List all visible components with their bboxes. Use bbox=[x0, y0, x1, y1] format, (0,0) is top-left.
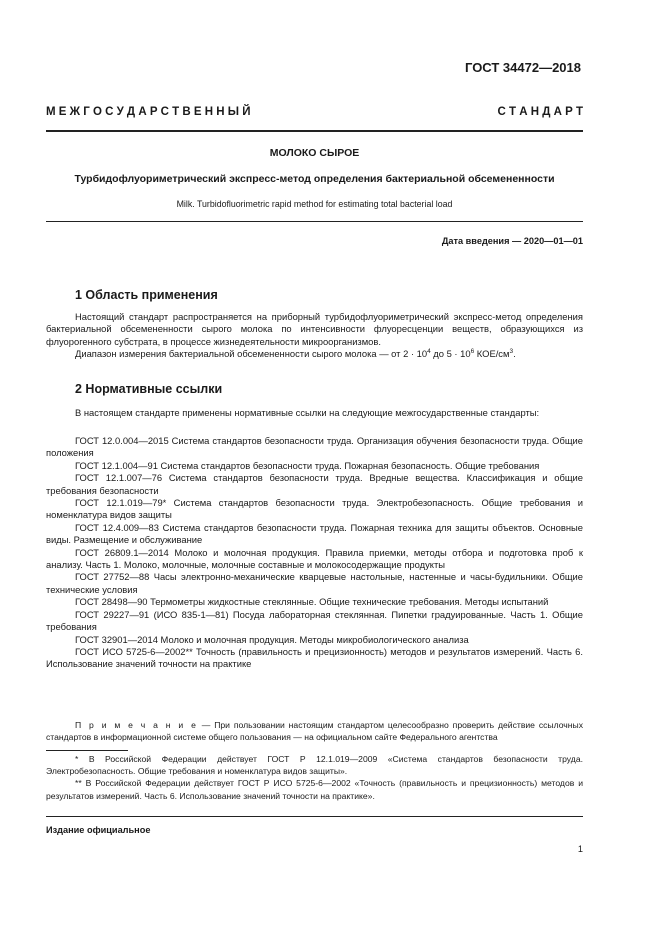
interstate-standard-banner bbox=[46, 106, 583, 118]
english-title: Milk. Turbidofluorimetric rapid method for estimating total bacterial load bbox=[176, 199, 453, 209]
reference-item: ГОСТ 27752—88 Часы электронно-механические кварцевые настольные, настенные и часы-будильники. Общие технические условия bbox=[46, 571, 583, 595]
title-divider bbox=[46, 221, 583, 222]
section-2-heading: 2 Нормативные ссылки bbox=[75, 382, 223, 396]
footnote-1: * В Российской Федерации действует ГОСТ Р 12.1.019—2009 «Система стандартов безопасности труда. Электробезопасность. Общие требования и номенклатура видов защиты». bbox=[46, 754, 583, 777]
reference-item: ГОСТ 12.1.004—91 Система стандартов безопасности труда. Пожарная безопасность. Общие требования bbox=[75, 459, 540, 471]
reference-item: ГОСТ 12.4.009—83 Система стандартов безопасности труда. Пожарная техника для защиты объектов. Основные виды. Размещение и обслуживание bbox=[46, 521, 583, 546]
reference-item: ГОСТ 32901—2014 Молоко и молочная продукция. Методы микробиологического анализа bbox=[75, 633, 469, 645]
banner-word-standard: С Т А Н Д А Р Т bbox=[497, 106, 583, 118]
banner-word-interstate: М Е Ж Г О С У Д А Р С Т В Е Н Н Ы Й bbox=[46, 106, 251, 118]
note-paragraph bbox=[46, 719, 583, 743]
normative-references-list bbox=[46, 435, 583, 671]
footnotes bbox=[46, 753, 583, 802]
section-1-heading: 1 Область применения bbox=[75, 288, 218, 302]
measurement-range-paragraph: Диапазон измерения бактериальной обсемененности сырого молока — от $2 \cdot 10^4$ до $5 \cdot 10^6$ КОЕ/$см^3$. bbox=[75, 348, 516, 360]
header-divider bbox=[46, 130, 583, 132]
reference-item: ГОСТ 12.0.004—2015 Система стандартов безопасности труда. Организация обучения безопасности труда. Общие положения bbox=[46, 435, 583, 459]
introduction-date: Дата введения — 2020—01—01 bbox=[441, 236, 583, 246]
section-1-body bbox=[46, 311, 583, 361]
reference-item: ГОСТ 12.1.007—76 Система стандартов безопасности труда. Вредные вещества. Классификация и общие требования безопасности bbox=[46, 472, 583, 496]
document-subtitle: Турбидофлуориметрический экспресс-метод определения бактериальной обсемененности bbox=[74, 173, 555, 185]
reference-item: ГОСТ 28498—90 Термометры жидкостные стеклянные. Общие технические требования. Методы испытаний bbox=[75, 596, 549, 608]
section-1-paragraph: Настоящий стандарт распространяется на приборный турбидофлуориметрический экспресс-метод определения бактериальной обсемененности сырого молока по интенсивности флуоресценции веществ, образующихся из флуорогенного субстрата, в процессе жизнедеятельности микроорганизмов. bbox=[46, 311, 583, 347]
reference-item: ГОСТ ИСО 5725-6—2002** Точность (правильность и прецизионность) методов и результатов измерений. Часть 6. Использование значений точности на практике bbox=[46, 645, 583, 670]
gost-code: ГОСТ 34472—2018 bbox=[465, 60, 581, 75]
reference-item: ГОСТ 12.1.019—79* Система стандартов безопасности труда. Электробезопасность. Общие требования и номенклатура видов защиты bbox=[46, 497, 583, 521]
note-label: П р и м е ч а н и е bbox=[75, 720, 198, 730]
section-2-intro: В настоящем стандарте применены нормативные ссылки на следующие межгосударственные стандарты: bbox=[75, 407, 540, 418]
reference-item: ГОСТ 26809.1—2014 Молоко и молочная продукция. Правила приемки, методы отбора и подготовка проб к анализу. Часть 1. Молоко, молочные, молочные составные и молокосодержащие продукты bbox=[46, 546, 583, 571]
official-edition-label: Издание официальное bbox=[46, 825, 151, 835]
page-number: 1 bbox=[577, 844, 583, 854]
document-title: МОЛОКО СЫРОЕ bbox=[269, 147, 360, 159]
footnote-divider bbox=[46, 750, 128, 751]
footer-divider bbox=[46, 816, 583, 817]
note-text: — При пользовании настоящим стандартом целесообразно проверить действие ссылочных стандартов в информационной системе общего пользования — на официальном сайте Федерального агентства bbox=[46, 720, 584, 742]
footnote-2: ** В Российской Федерации действует ГОСТ Р ИСО 5725-6—2002 «Точность (правильность и прецизионность) методов и результатов измерений. Часть 6. Использование значений точности на практике». bbox=[46, 778, 583, 801]
reference-item: ГОСТ 29227—91 (ИСО 835-1—81) Посуда лабораторная стеклянная. Пипетки градуированные. Часть 1. Общие требования bbox=[46, 608, 583, 633]
